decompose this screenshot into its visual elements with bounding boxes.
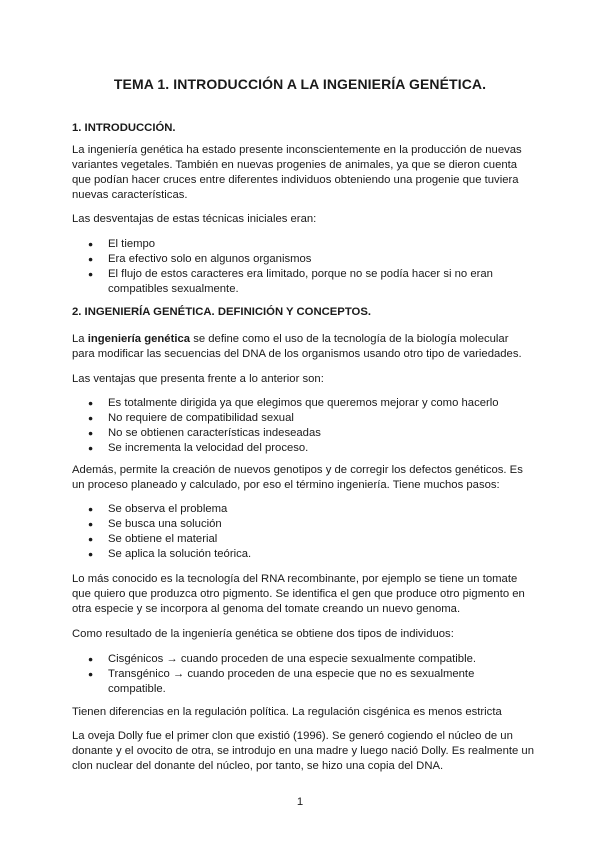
list-item: ● Cisgénicos → cuando proceden de una especie sexualmente compatible. bbox=[72, 652, 534, 667]
paragraph-definition bbox=[72, 332, 534, 362]
list-item: ● No se obtienen características indeseadas bbox=[72, 426, 534, 441]
list-item: ● Transgénico → cuando proceden de una especie que no es sexualmente compatible. bbox=[72, 667, 534, 697]
page-title: TEMA 1. INTRODUCCIÓN A LA INGENIERÍA GENÉTICA. bbox=[113, 76, 487, 92]
paragraph: Lo más conocido es la tecnología del RNA recombinante, por ejemplo se tiene un tomate que quiero que produzca otro pigmento. Se identifica el gen que produce otro pigmento en otra especie y se incorpora al genoma del tomate creando un nuevo genoma. bbox=[72, 573, 525, 615]
text-run: La bbox=[72, 333, 88, 345]
list-item: ● Se observa el problema bbox=[72, 502, 534, 517]
list-item: ● El flujo de estos caracteres era limitado, porque no se podía hacer si no eran compatibles sexualmente. bbox=[72, 267, 534, 297]
paragraph: Las ventajas que presenta frente a lo anterior son: bbox=[72, 373, 324, 385]
paragraph: Además, permite la creación de nuevos genotipos y de corregir los defectos genéticos. Es un proceso planeado y calculado, por eso el término ingeniería. Tiene muchos pasos: bbox=[72, 464, 523, 491]
bullet-list-pasos bbox=[72, 502, 534, 562]
bullet-list-ventajas bbox=[72, 396, 534, 456]
list-item: ● El tiempo bbox=[72, 237, 534, 252]
list-item: ● Se aplica la solución teórica. bbox=[72, 547, 534, 562]
paragraph: Las desventajas de estas técnicas iniciales eran: bbox=[72, 213, 317, 225]
text-run: se define como el uso de la tecnología de la biología molecular para modificar las secuencias del DNA de los organismos usando otro tipo de variedades. bbox=[72, 333, 522, 360]
list-item: ● Era efectivo solo en algunos organismos bbox=[72, 252, 534, 267]
paragraph: Como resultado de la ingeniería genética se obtiene dos tipos de individuos: bbox=[72, 628, 454, 640]
page-number: 1 bbox=[296, 796, 304, 808]
bullet-list-tipos bbox=[72, 652, 534, 697]
list-item: ● Se busca una solución bbox=[72, 517, 534, 532]
paragraph: La ingeniería genética ha estado presente inconscientemente en la producción de nuevas variantes vegetales. También en nuevas progenies de animales, ya que se dieron cuenta que podían hacer cruces entre diferentes individuos obteniendo una progenie que tuviera nuevas características. bbox=[72, 144, 522, 201]
list-item: ● No requiere de compatibilidad sexual bbox=[72, 411, 534, 426]
section-heading-definicion: 2. INGENIERÍA GENÉTICA. DEFINICIÓN Y CONCEPTOS. bbox=[72, 306, 371, 318]
bold-term: ingeniería genética bbox=[87, 333, 191, 345]
list-item: ● Se obtiene el material bbox=[72, 532, 534, 547]
bullet-list-desventajas bbox=[72, 237, 534, 297]
list-item: ● Se incrementa la velocidad del proceso. bbox=[72, 441, 534, 456]
paragraph: La oveja Dolly fue el primer clon que existió (1996). Se generó cogiendo el núcleo de un donante y el ovocito de otra, se introdujo en una madre y luego nació Dolly. Es realmente un clon nuclear del donante del núcleo, por tanto, se hizo una copia del DNA. bbox=[72, 730, 534, 772]
paragraph: Tienen diferencias en la regulación política. La regulación cisgénica es menos estricta bbox=[72, 706, 502, 718]
list-item: ● Es totalmente dirigida ya que elegimos que queremos mejorar y como hacerlo bbox=[72, 396, 534, 411]
section-heading-introduccion: 1. INTRODUCCIÓN. bbox=[72, 122, 176, 134]
